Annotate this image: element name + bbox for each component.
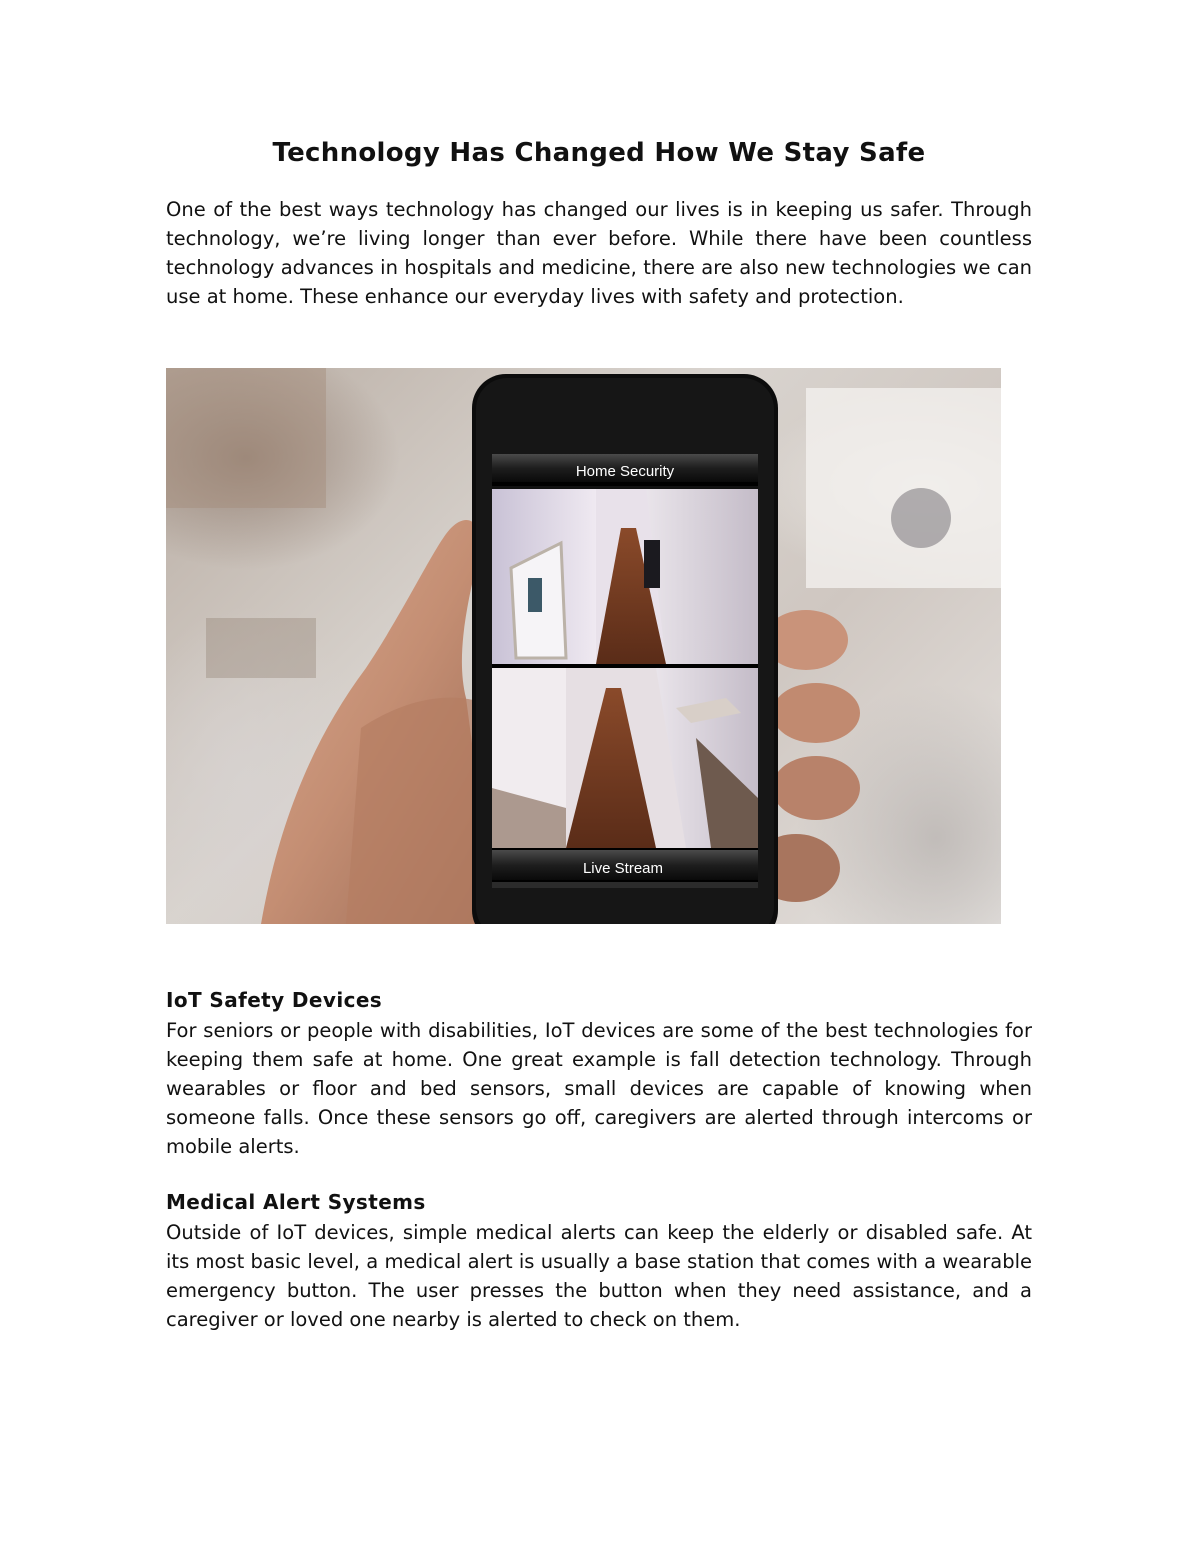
home-security-phone-photo [166, 368, 1001, 924]
section-heading-medical-alert: Medical Alert Systems [166, 1190, 426, 1214]
section-body-medical-alert: Outside of IoT devices, simple medical alerts can keep the elderly or disabled safe. At its most basic level, a medical alert is usually a base station that comes with a wearable emergency button. The user presses the button when they need assistance, and a caregiver or loved one nearby is alerted to check on them. [166, 1221, 1032, 1331]
background-shape [166, 368, 326, 508]
page-title: Technology Has Changed How We Stay Safe [272, 138, 926, 168]
section-body-iot: For seniors or people with disabilities, IoT devices are some of the best technologies for keeping them safe at home. One great example is fall detection technology. Through wearables or floor and bed sensors, small devices are capable of knowing when someone falls. Once these sensors go off, caregivers are alerted through intercoms or mobile alerts. [166, 1019, 1032, 1158]
intro-paragraph: One of the best ways technology has changed our lives is in keeping us safer. Through technology, we’re living longer than ever before. While there have been countless technology advances in hospitals and medicine, there are also new technologies we can use at home. These enhance our everyday lives with safety and protection. [166, 198, 1032, 308]
background-shape [891, 488, 951, 548]
finger [772, 756, 860, 820]
camera-feed-1 [492, 486, 758, 664]
camera-feed-2 [492, 668, 758, 848]
screen-header-label: Home Security [575, 463, 675, 480]
background-shape [206, 618, 316, 678]
background-shape [806, 388, 1001, 588]
section-heading-iot: IoT Safety Devices [166, 988, 383, 1012]
screen-footer-label: Live Stream [582, 860, 664, 877]
finger [772, 683, 860, 743]
screen-footer-edge [492, 882, 758, 888]
